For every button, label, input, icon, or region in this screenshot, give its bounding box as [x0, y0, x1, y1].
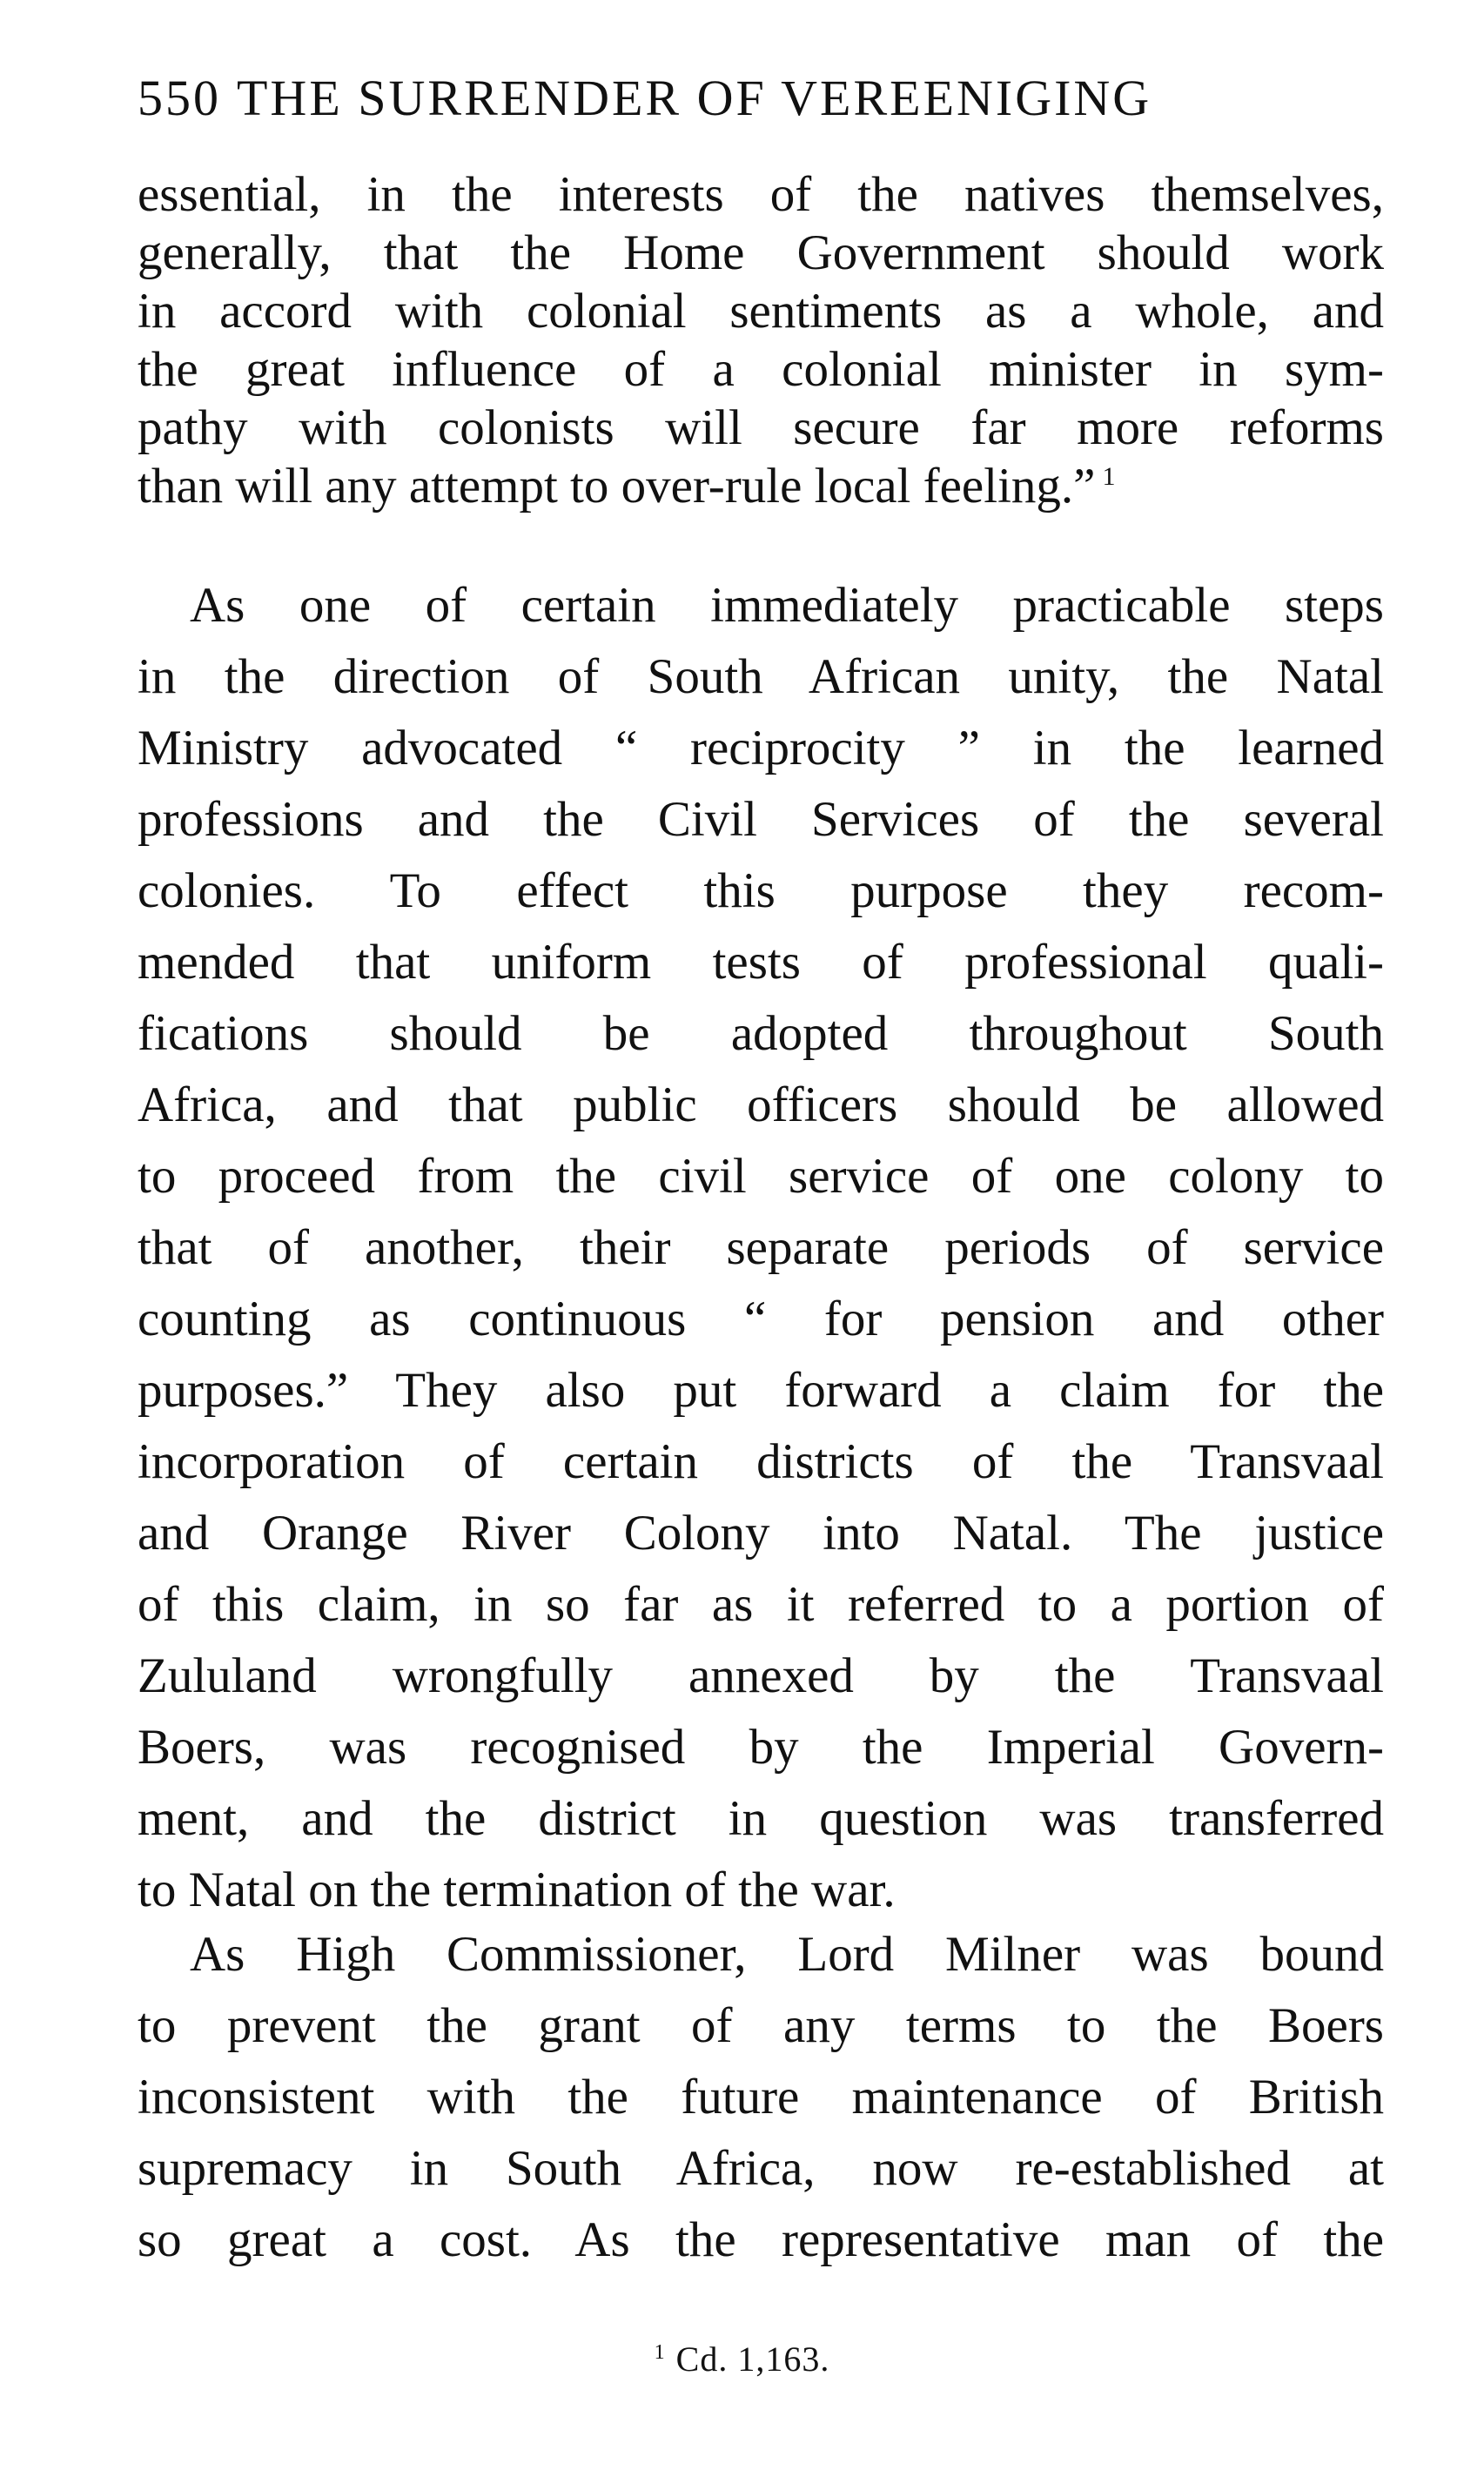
text-line: Africa, and that public officers should be allowed	[138, 1077, 1384, 1132]
text-line: As one of certain immediately practicable steps	[190, 578, 1384, 633]
text-line: and Orange River Colony into Natal. The justice	[138, 1506, 1384, 1561]
footnote-text: Cd. 1,163.	[675, 2339, 830, 2379]
footnote-reference: 1	[1102, 462, 1116, 491]
text-line: supremacy in South Africa, now re-established at	[138, 2141, 1384, 2196]
text-line: pathy with colonists will secure far more reforms	[138, 400, 1384, 455]
text-line: essential, in the interests of the natives themselves,	[138, 167, 1384, 222]
text-line: counting as continuous “ for pension and other	[138, 1292, 1384, 1346]
text-line: purposes.” They also put forward a claim for the	[138, 1363, 1384, 1418]
text-line: so great a cost. As the representative man of the	[138, 2212, 1384, 2267]
chapter-title: THE SURRENDER OF VEREENIGING	[237, 70, 1152, 126]
text-line: colonies. To effect this purpose they recom-	[138, 863, 1384, 918]
footnote-mark: 1	[654, 2340, 666, 2364]
text-line: Ministry advocated “ reciprocity ” in the learned	[138, 721, 1384, 775]
text-line: ment, and the district in question was transferred	[138, 1791, 1384, 1846]
page-number: 550	[138, 70, 221, 126]
text-line-content: than will any attempt to over-rule local feeling.”	[138, 459, 1096, 513]
text-line: generally, that the Home Government should work	[138, 225, 1384, 280]
text-line: the great influence of a colonial minister in sym-	[138, 342, 1384, 397]
text-line: that of another, their separate periods of service	[138, 1220, 1384, 1275]
text-line: in accord with colonial sentiments as a whole, and	[138, 284, 1384, 339]
running-header	[138, 68, 1384, 129]
text-line: mended that uniform tests of professional quali-	[138, 935, 1384, 990]
text-line: Boers, was recognised by the Imperial Govern-	[138, 1720, 1384, 1775]
text-line: Zululand wrongfully annexed by the Transvaal	[138, 1648, 1384, 1703]
paragraph-milner	[138, 1919, 1384, 2276]
text-line: in the direction of South African unity, the Natal	[138, 649, 1384, 704]
quoted-passage	[138, 165, 1384, 515]
paragraph-natal-reciprocity	[138, 570, 1384, 1926]
text-line: inconsistent with the future maintenance of British	[138, 2070, 1384, 2124]
text-line: professions and the Civil Services of the several	[138, 792, 1384, 847]
text-line: of this claim, in so far as it referred to a portion of	[138, 1577, 1384, 1632]
text-line: to prevent the grant of any terms to the Boers	[138, 1998, 1384, 2053]
text-line: As High Commissioner, Lord Milner was bound	[190, 1927, 1384, 1982]
text-line-final	[138, 457, 1384, 515]
text-line: incorporation of certain districts of the Transvaal	[138, 1434, 1384, 1489]
footnote	[0, 2338, 1484, 2381]
text-line: fications should be adopted throughout South	[138, 1006, 1384, 1061]
text-line: to proceed from the civil service of one colony to	[138, 1149, 1384, 1204]
text-line: to Natal on the termination of the war.	[138, 1863, 896, 1917]
